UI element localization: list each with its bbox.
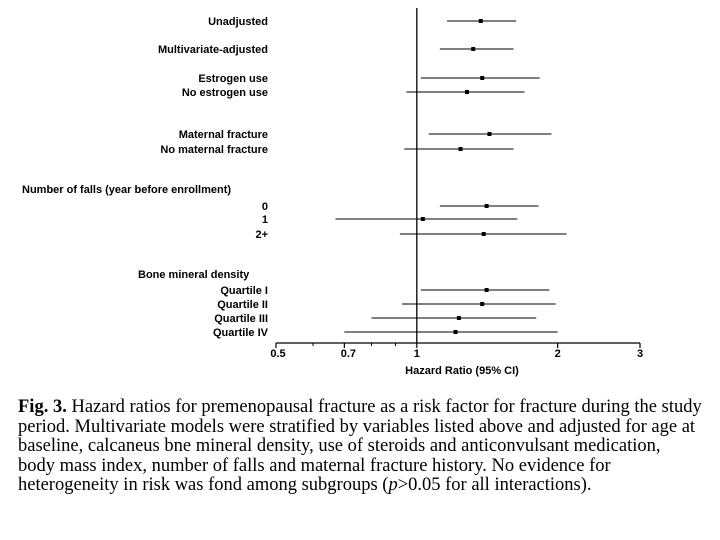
row-label: No estrogen use: [181, 87, 268, 99]
point-estimate: [487, 132, 491, 136]
caption-tail: >0.05 for all interactions).: [397, 475, 592, 495]
x-tick-label: 3: [636, 348, 644, 360]
x-tick-label: 1: [413, 348, 420, 360]
point-estimate: [482, 232, 486, 236]
point-estimate: [421, 217, 425, 221]
group-header: Bone mineral density: [138, 269, 250, 281]
caption-p-symbol: p: [388, 475, 398, 495]
point-estimate: [485, 288, 489, 292]
row-label: Maternal fracture: [178, 129, 268, 141]
point-estimate: [454, 330, 458, 334]
row-label: Quartile III: [214, 313, 268, 325]
point-estimate: [459, 147, 463, 151]
row-label: Estrogen use: [198, 73, 268, 85]
x-tick-label: 0.7: [340, 348, 357, 360]
x-tick-label: 2: [554, 348, 561, 360]
point-estimate: [479, 19, 483, 23]
point-estimate: [465, 90, 469, 94]
row-label: 2+: [255, 229, 268, 241]
point-estimate: [457, 316, 461, 320]
point-estimate: [471, 47, 475, 51]
row-label: 1: [261, 214, 268, 226]
caption-text: Hazard ratios for premenopausal fracture as a risk factor for fracture during the study period. Multivariate models were stratified by variables listed above and adjusted for age at baseline, calcaneus bne mineral density, use of steroids and anticonvulsant medication, body mass index, number of falls and maternal fracture history. No evidence for heterogeneity in risk was fond among subgroups (: [18, 397, 702, 495]
row-label: Unadjusted: [208, 16, 268, 28]
point-estimate: [485, 204, 489, 208]
group-header: Number of falls (year before enrollment): [22, 184, 232, 196]
figure-label: Fig. 3.: [18, 397, 67, 417]
point-estimate: [480, 302, 484, 306]
row-label: Quartile IV: [212, 327, 268, 339]
figure-caption: [18, 398, 702, 496]
x-axis-label: Hazard Ratio (95% CI): [405, 365, 519, 377]
x-tick-label: 0.5: [270, 348, 286, 360]
row-label: Quartile I: [220, 285, 268, 297]
row-label: Multivariate-adjusted: [157, 44, 268, 56]
row-label: 0: [261, 201, 268, 213]
point-estimate: [480, 76, 484, 80]
row-label: No maternal fracture: [160, 144, 268, 156]
row-label: Quartile II: [217, 299, 268, 311]
